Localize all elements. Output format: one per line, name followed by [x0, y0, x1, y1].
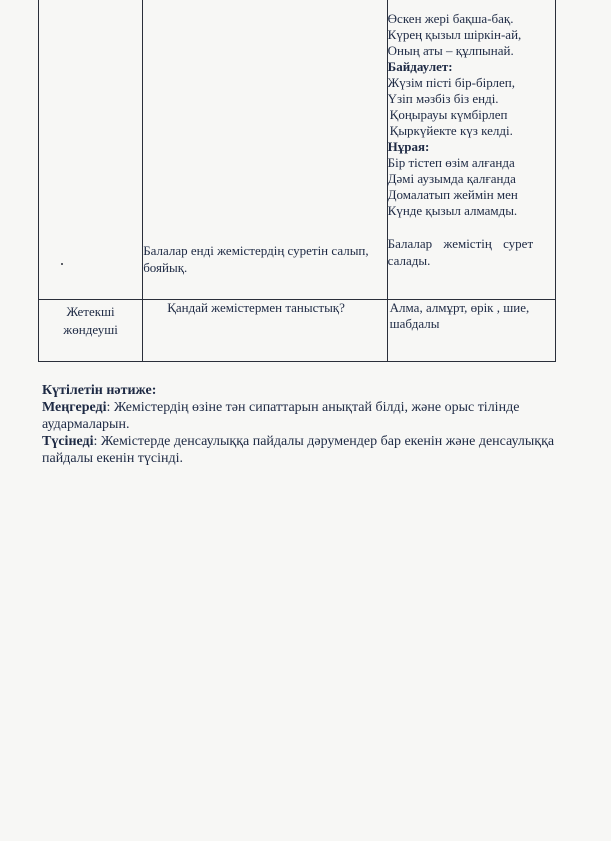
poem-line: Күрең қызыл шіркін-ай,	[387, 27, 522, 42]
question-cell	[143, 299, 387, 361]
poem-line: Домалатып жеймін мен	[387, 187, 518, 202]
poem-line: Жүзім пісті бір-бірлеп,	[387, 75, 515, 90]
understands-term: Түсінеді	[42, 434, 94, 449]
poem-line: Дәмі аузымда қалғанда	[387, 171, 516, 186]
table-row	[39, 0, 556, 299]
children-activity-line: Балалар жемістің сурет	[387, 236, 534, 251]
expected-results	[42, 382, 562, 467]
poem-line: Оның аты – құлпынай.	[387, 43, 514, 58]
poem-line: Үзіп мәзбіз біз енді.	[387, 91, 499, 106]
poem-line: Күнде қызыл алмамды.	[387, 203, 518, 218]
knows-term: Меңгереді	[42, 400, 107, 415]
table-row	[39, 299, 556, 361]
results-understands	[42, 433, 562, 467]
children-activity-cell	[387, 0, 555, 299]
answer-text: Алма, алмұрт, өрік , шие, шабдалы	[389, 299, 530, 331]
poem-line: Бір тістеп өзім алғанда	[387, 155, 515, 170]
poem-speaker: Байдаулет:	[387, 59, 453, 74]
teacher-activity-cell	[143, 0, 387, 299]
poem-speaker: Нұрая:	[387, 139, 430, 154]
stray-dot	[61, 263, 63, 265]
results-knows	[42, 399, 562, 433]
poem-line: Қыркүйекте күз келді.	[389, 123, 513, 138]
poem-line: Қоңырауы күмбірлеп	[389, 107, 508, 122]
question-text: Қандай жемістермен таныстық?	[167, 299, 345, 315]
answer-cell	[387, 299, 555, 361]
step-cell	[39, 299, 143, 361]
knows-text: : Жемістердің өзіне тән сипаттарын анықтай білді, және орыс тілінде аудармаларын.	[42, 400, 520, 432]
children-activity-text	[388, 235, 554, 269]
step-title: Жетекші жөндеуші	[63, 303, 118, 337]
lesson-plan-table	[38, 0, 556, 362]
results-title: Күтілетін нәтиже:	[42, 383, 157, 398]
poem-text	[388, 0, 555, 219]
stage-cell	[39, 0, 143, 299]
understands-text: : Жемістерде денсаулыққа пайдалы дәрумендер бар екенін және денсаулыққа пайдалы екенін түсінді.	[42, 434, 555, 466]
children-activity-line: салады.	[387, 253, 431, 268]
poem-line: Өскен жері бақша-бақ.	[387, 11, 514, 26]
teacher-activity-text: Балалар енді жемістердің суретін салып, бояйық.	[143, 243, 369, 275]
